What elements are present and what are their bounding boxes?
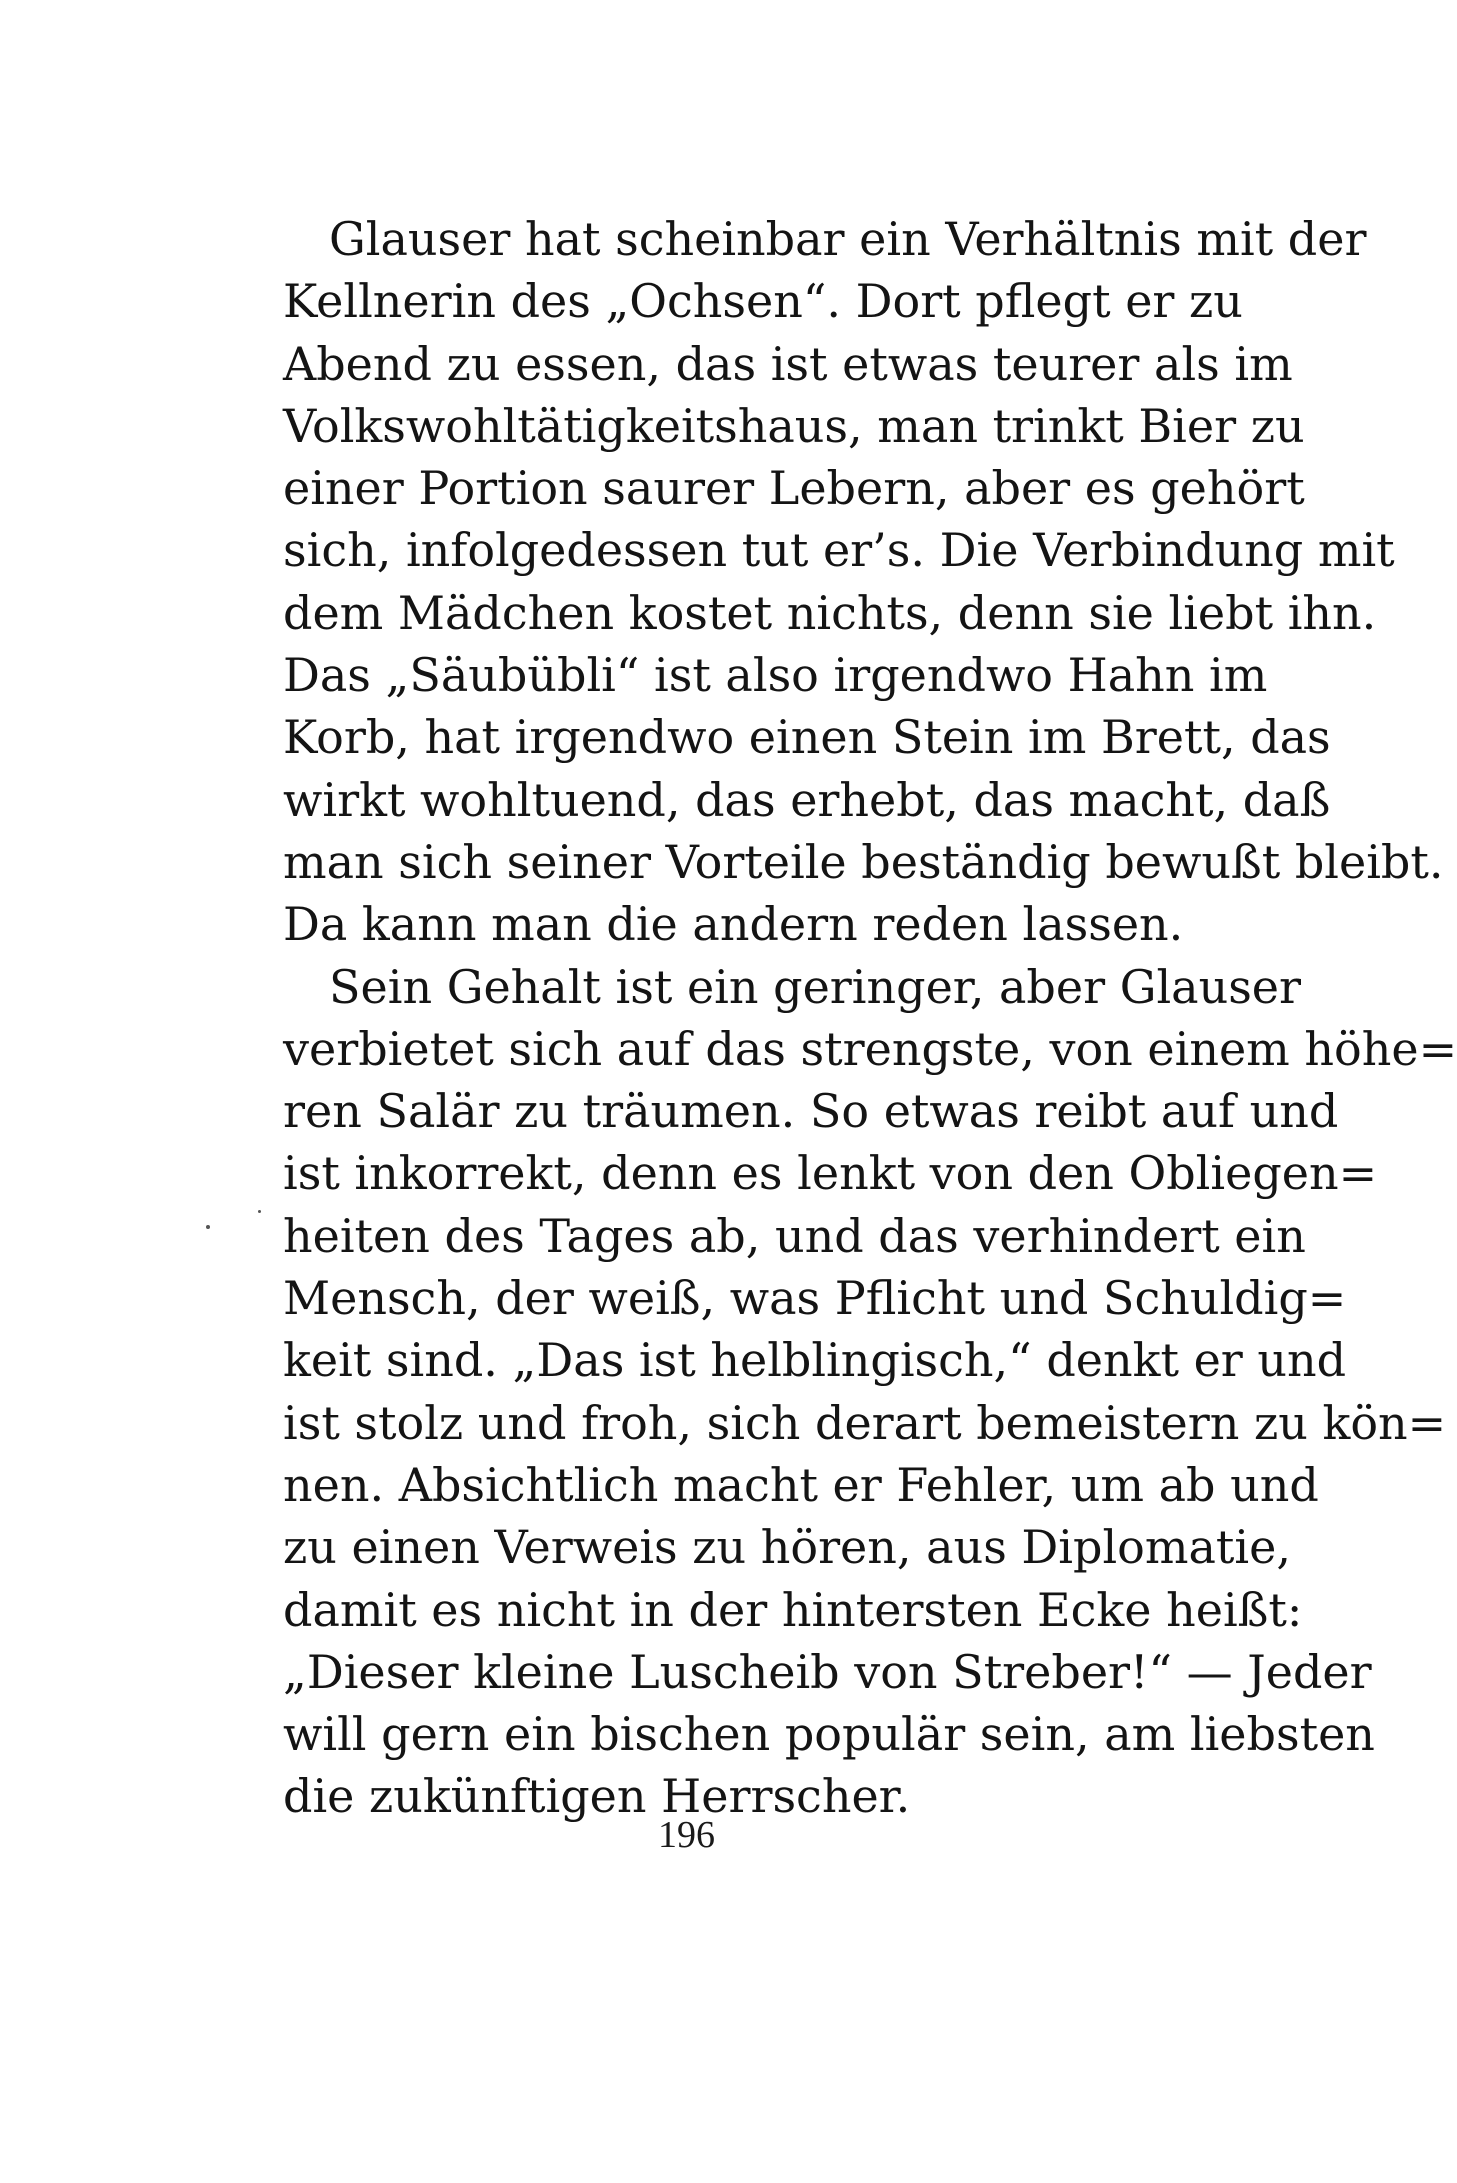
text-line: Das „Säubübli“ ist also irgendwo Hahn im bbox=[283, 648, 1268, 703]
text-line: zu einen Verweis zu hören, aus Diplomatie, bbox=[283, 1520, 1291, 1575]
text-line: Korb, hat irgendwo einen Stein im Brett, das bbox=[283, 710, 1331, 765]
text-line: Volkswohltätigkeitshaus, man trinkt Bier zu bbox=[283, 398, 1305, 453]
text-line: die zukünftigen Herrscher. bbox=[283, 1769, 911, 1824]
text-line: dem Mädchen kostet nichts, denn sie liebt ihn. bbox=[283, 585, 1377, 640]
text-line: keit sind. „Das ist helblingisch,“ denkt er und bbox=[283, 1333, 1347, 1388]
text-line: verbietet sich auf das strengste, von einem höhe= bbox=[283, 1021, 1457, 1076]
text-line: Glauser hat scheinbar ein Verhältnis mit der bbox=[329, 212, 1367, 266]
text-line: sich, infolgedessen tut er’s. Die Verbindung mit bbox=[283, 523, 1395, 578]
text-line: Sein Gehalt ist ein geringer, aber Glauser bbox=[329, 959, 1302, 1014]
body-text bbox=[283, 208, 1457, 1828]
text-line: ren Salär zu träumen. So etwas reibt auf und bbox=[283, 1084, 1339, 1139]
text-line: heiten des Tages ab, und das verhindert ein bbox=[283, 1208, 1306, 1263]
text-line: damit es nicht in der hintersten Ecke heißt: bbox=[283, 1582, 1303, 1637]
text-line: will gern ein bischen populär sein, am liebsten bbox=[283, 1707, 1375, 1762]
print-speck bbox=[206, 1225, 210, 1229]
text-line: ist inkorrekt, denn es lenkt von den Obliegen= bbox=[283, 1146, 1378, 1201]
text-line: Mensch, der weiß, was Pflicht und Schuldig= bbox=[283, 1271, 1347, 1326]
text-line: Da kann man die andern reden lassen. bbox=[283, 897, 1184, 952]
text-line: „Dieser kleine Luscheib von Streber!“ — Jeder bbox=[283, 1644, 1372, 1699]
text-line: ist stolz und froh, sich derart bemeistern zu kön= bbox=[283, 1395, 1447, 1450]
text-line: nen. Absichtlich macht er Fehler, um ab und bbox=[283, 1457, 1319, 1512]
page-number: 196 bbox=[658, 1814, 715, 1856]
text-line: man sich seiner Vorteile beständig bewußt bleibt. bbox=[283, 834, 1444, 889]
text-line: Kellnerin des „Ochsen“. Dort pflegt er zu bbox=[283, 274, 1243, 329]
print-speck bbox=[258, 1210, 261, 1213]
text-line: einer Portion saurer Lebern, aber es gehört bbox=[283, 461, 1305, 516]
text-line: wirkt wohltuend, das erhebt, das macht, daß bbox=[283, 772, 1331, 827]
text-line: Abend zu essen, das ist etwas teurer als im bbox=[283, 336, 1293, 391]
